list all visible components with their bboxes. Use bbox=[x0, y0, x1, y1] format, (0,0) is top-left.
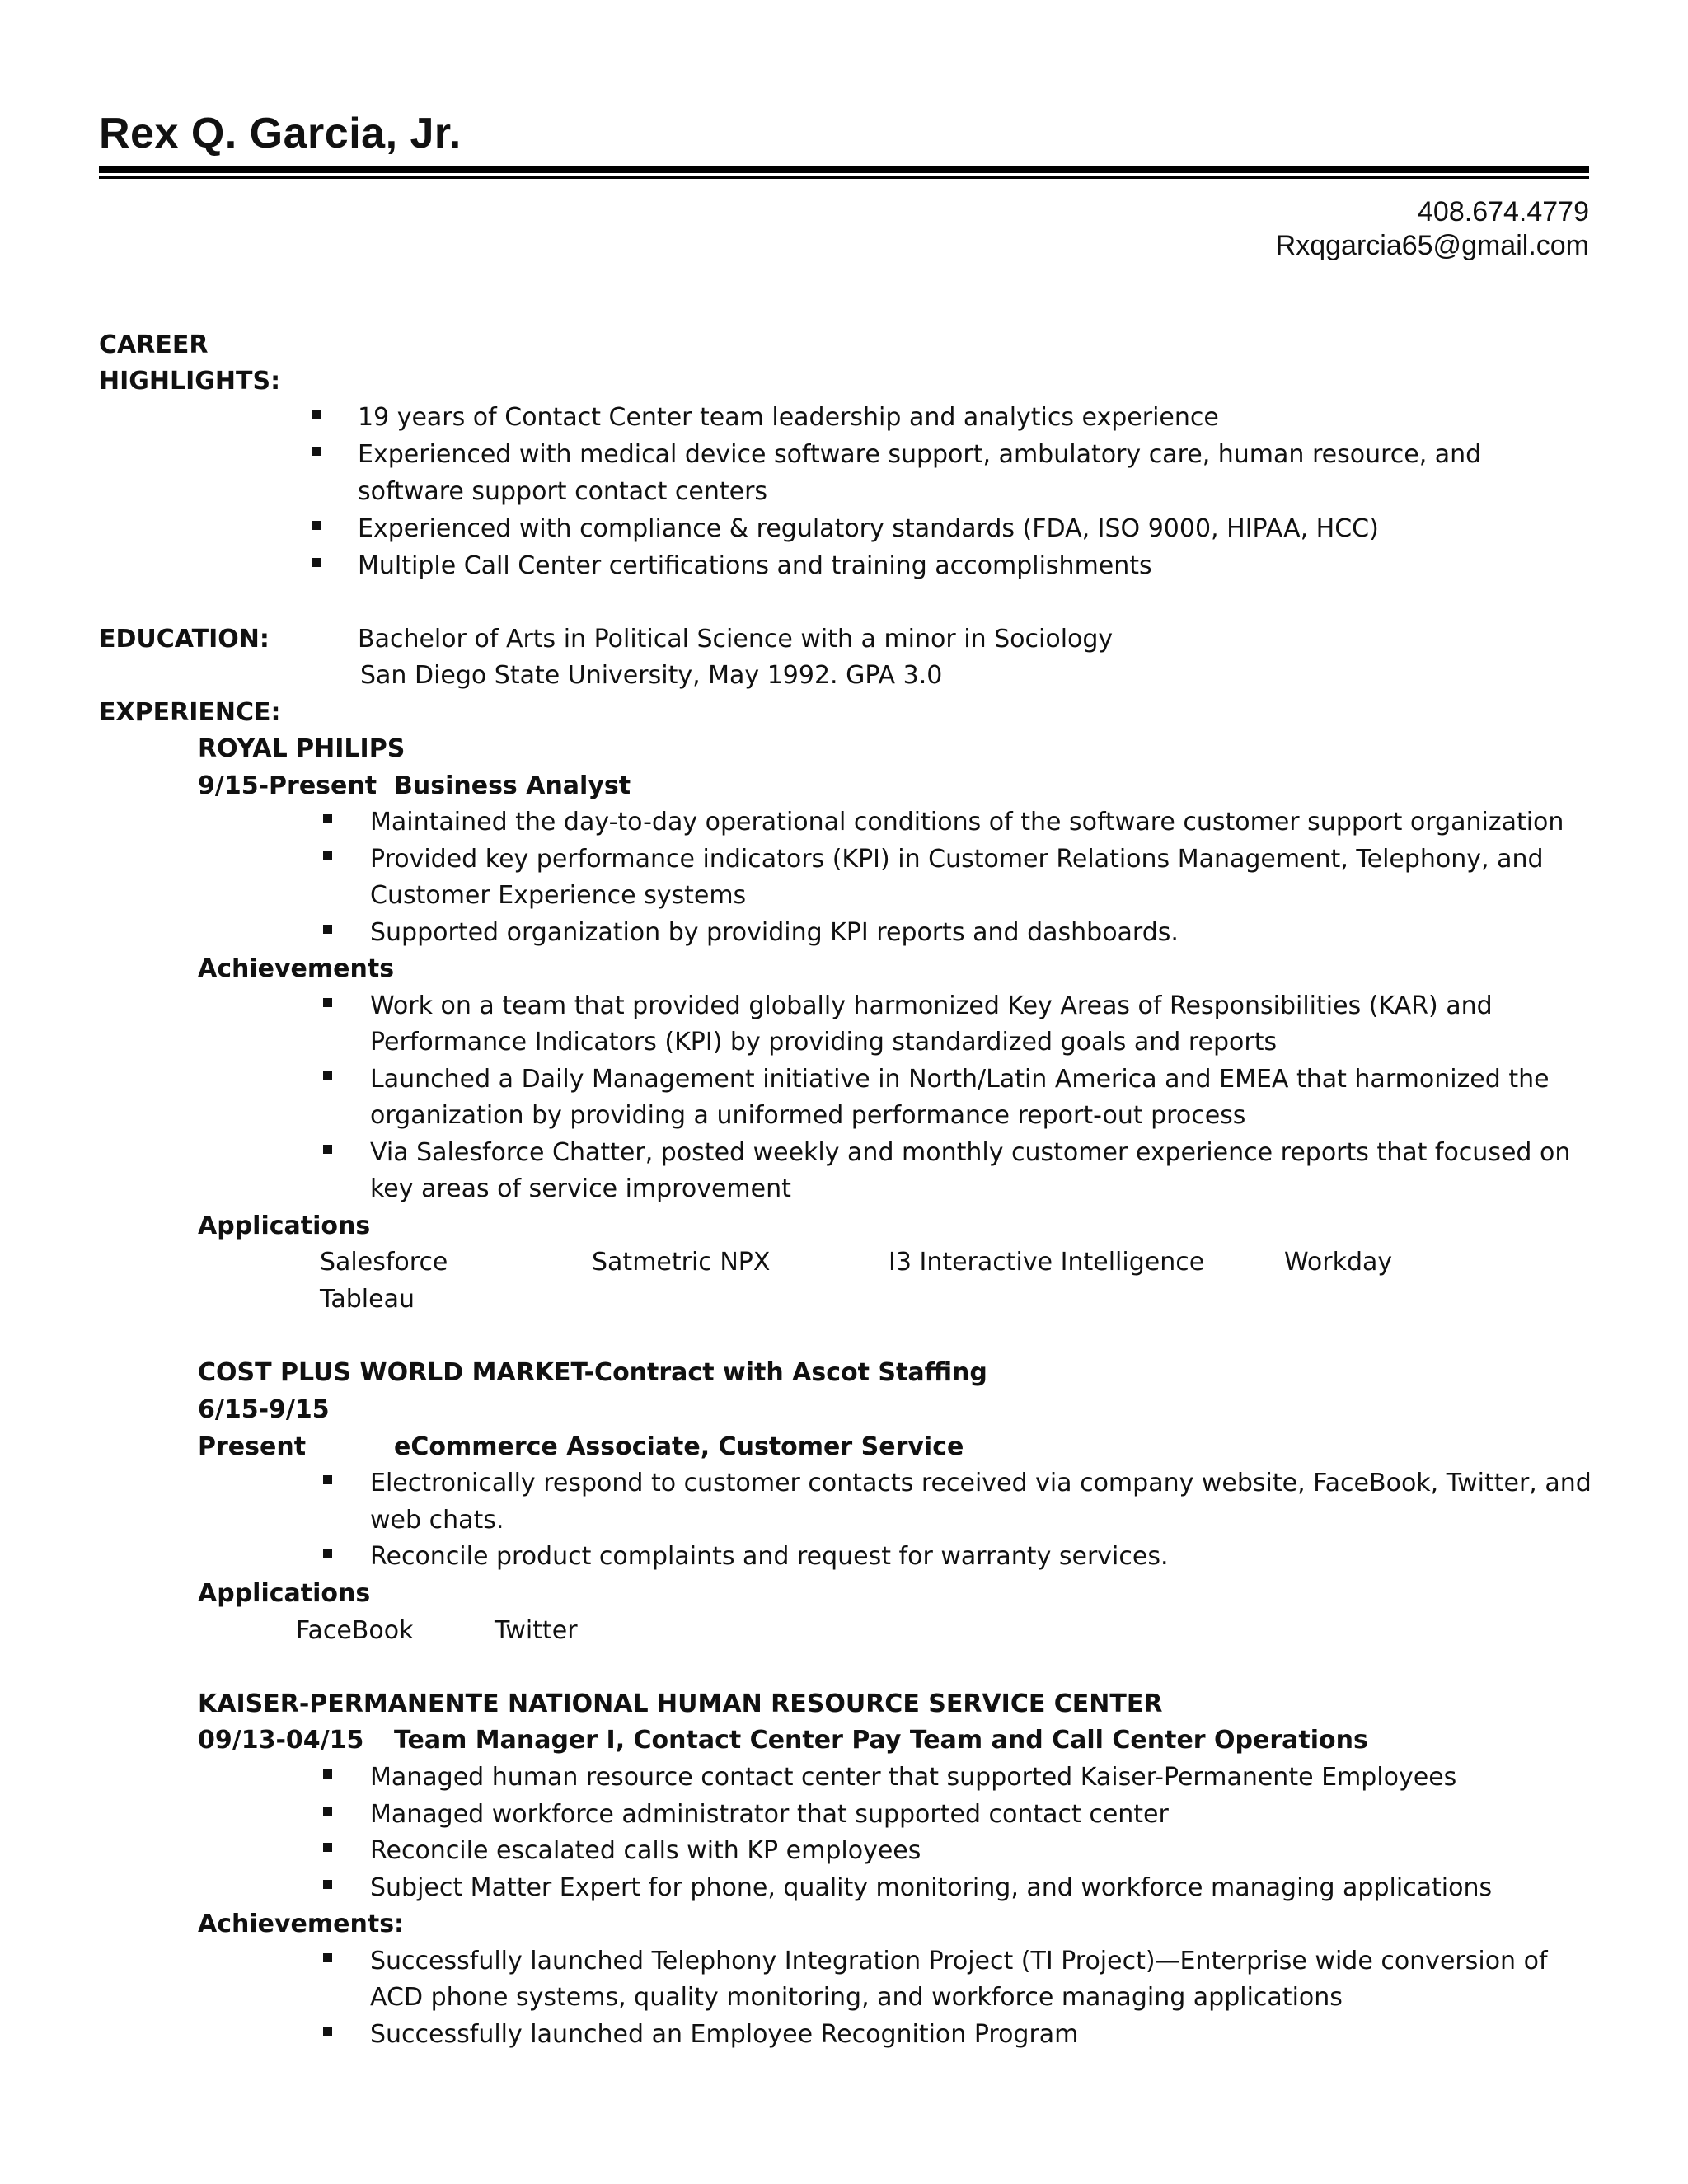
job-bullet: Subject Matter Expert for phone, quality monitoring, and workforce managing applications bbox=[370, 1873, 1493, 1902]
education-heading: EDUCATION: bbox=[99, 625, 270, 654]
bullet-marker bbox=[323, 1475, 332, 1484]
career-bullet: Experienced with medical device software support, ambulatory care, human resource, and bbox=[358, 440, 1482, 469]
bullet-marker bbox=[323, 1880, 332, 1889]
achievement-bullet-cont: key areas of service improvement bbox=[370, 1174, 791, 1203]
bullet-marker bbox=[323, 851, 332, 860]
header-rule-thick bbox=[99, 166, 1589, 173]
job-dates: 9/15-Present bbox=[198, 771, 377, 800]
achievements-label: Achievements: bbox=[198, 1910, 405, 1938]
career-heading-line2: HIGHLIGHTS: bbox=[99, 367, 281, 396]
job-bullet: Maintained the day-to-day operational conditions of the software customer support organization bbox=[370, 808, 1564, 837]
bullet-marker bbox=[323, 814, 332, 823]
job-dates: 09/13-04/15 bbox=[198, 1726, 364, 1755]
career-bullet: 19 years of Contact Center team leadership and analytics experience bbox=[358, 403, 1219, 432]
achievement-bullet: Via Salesforce Chatter, posted weekly and monthly customer experience reports that focused on bbox=[370, 1138, 1571, 1167]
career-bullet: Experienced with compliance & regulatory standards (FDA, ISO 9000, HIPAA, HCC) bbox=[358, 514, 1379, 543]
job-title: eCommerce Associate, Customer Service bbox=[394, 1432, 964, 1461]
application-item: Salesforce bbox=[320, 1248, 448, 1277]
application-item: Workday bbox=[1284, 1248, 1393, 1277]
job-title: Business Analyst bbox=[394, 771, 631, 800]
job-title: Team Manager I, Contact Center Pay Team and Call Center Operations bbox=[394, 1726, 1368, 1755]
bullet-marker bbox=[323, 925, 332, 934]
bullet-marker bbox=[323, 1071, 332, 1080]
achievement-bullet: Launched a Daily Management initiative in North/Latin America and EMEA that harmonized the bbox=[370, 1065, 1550, 1094]
email-address: Rxqgarcia65@gmail.com bbox=[1275, 230, 1589, 261]
achievement-bullet: Successfully launched an Employee Recognition Program bbox=[370, 2020, 1079, 2049]
job-bullet: Managed human resource contact center that supported Kaiser-Permanente Employees bbox=[370, 1763, 1457, 1792]
job-company: ROYAL PHILIPS bbox=[198, 734, 406, 763]
job-dates: 6/15-9/15 bbox=[198, 1395, 330, 1424]
bullet-marker bbox=[323, 1145, 332, 1154]
job-company: COST PLUS WORLD MARKET-Contract with Ascot Staffing bbox=[198, 1358, 987, 1387]
bullet-marker bbox=[312, 521, 321, 530]
education-school: San Diego State University, May 1992. GPA 3.0 bbox=[360, 661, 943, 690]
job-bullet: Reconcile product complaints and request for warranty services. bbox=[370, 1542, 1169, 1571]
achievement-bullet: Successfully launched Telephony Integration Project (TI Project)—Enterprise wide conversion of bbox=[370, 1947, 1548, 1975]
job-dates-cont: Present bbox=[198, 1432, 307, 1461]
experience-heading: EXPERIENCE: bbox=[99, 698, 281, 727]
achievement-bullet-cont: Performance Indicators (KPI) by providing standardized goals and reports bbox=[370, 1028, 1278, 1057]
application-item: Twitter bbox=[495, 1616, 578, 1645]
achievements-label: Achievements bbox=[198, 954, 395, 983]
applications-label: Applications bbox=[198, 1212, 371, 1240]
job-bullet-cont: Customer Experience systems bbox=[370, 881, 747, 910]
header-rule-thin bbox=[99, 176, 1589, 179]
bullet-marker bbox=[323, 1953, 332, 1962]
application-item: Tableau bbox=[320, 1285, 415, 1314]
bullet-marker bbox=[323, 998, 332, 1007]
bullet-marker bbox=[312, 410, 321, 419]
job-bullet: Provided key performance indicators (KPI) in Customer Relations Management, Telephony, and bbox=[370, 845, 1544, 874]
education-degree: Bachelor of Arts in Political Science with a minor in Sociology bbox=[358, 625, 1114, 654]
bullet-marker bbox=[323, 1549, 332, 1558]
achievement-bullet-cont: organization by providing a uniformed performance report-out process bbox=[370, 1101, 1246, 1130]
bullet-marker bbox=[323, 2027, 332, 2036]
achievement-bullet: Work on a team that provided globally harmonized Key Areas of Responsibilities (KAR) and bbox=[370, 991, 1493, 1020]
career-heading-line1: CAREER bbox=[99, 330, 209, 359]
bullet-marker bbox=[323, 1807, 332, 1816]
application-item: Satmetric NPX bbox=[592, 1248, 771, 1277]
job-bullet: Supported organization by providing KPI reports and dashboards. bbox=[370, 918, 1179, 947]
application-item: FaceBook bbox=[296, 1616, 414, 1645]
candidate-name: Rex Q. Garcia, Jr. bbox=[99, 110, 462, 157]
phone-number: 408.674.4779 bbox=[1418, 196, 1589, 227]
job-company: KAISER-PERMANENTE NATIONAL HUMAN RESOURCE SERVICE CENTER bbox=[198, 1690, 1163, 1718]
job-bullet: Managed workforce administrator that supported contact center bbox=[370, 1800, 1169, 1829]
job-bullet-cont: web chats. bbox=[370, 1506, 504, 1535]
job-bullet: Electronically respond to customer contacts received via company website, FaceBook, Twitter, and bbox=[370, 1469, 1592, 1497]
bullet-marker bbox=[323, 1769, 332, 1779]
achievement-bullet-cont: ACD phone systems, quality monitoring, and workforce managing applications bbox=[370, 1983, 1343, 2012]
bullet-marker bbox=[312, 447, 321, 456]
bullet-marker bbox=[323, 1843, 332, 1852]
application-item: I3 Interactive Intelligence bbox=[889, 1248, 1205, 1277]
career-bullet-cont: software support contact centers bbox=[358, 477, 768, 506]
career-bullet: Multiple Call Center certifications and training accomplishments bbox=[358, 551, 1152, 580]
job-bullet: Reconcile escalated calls with KP employees bbox=[370, 1836, 921, 1865]
applications-label: Applications bbox=[198, 1579, 371, 1608]
bullet-marker bbox=[312, 558, 321, 567]
